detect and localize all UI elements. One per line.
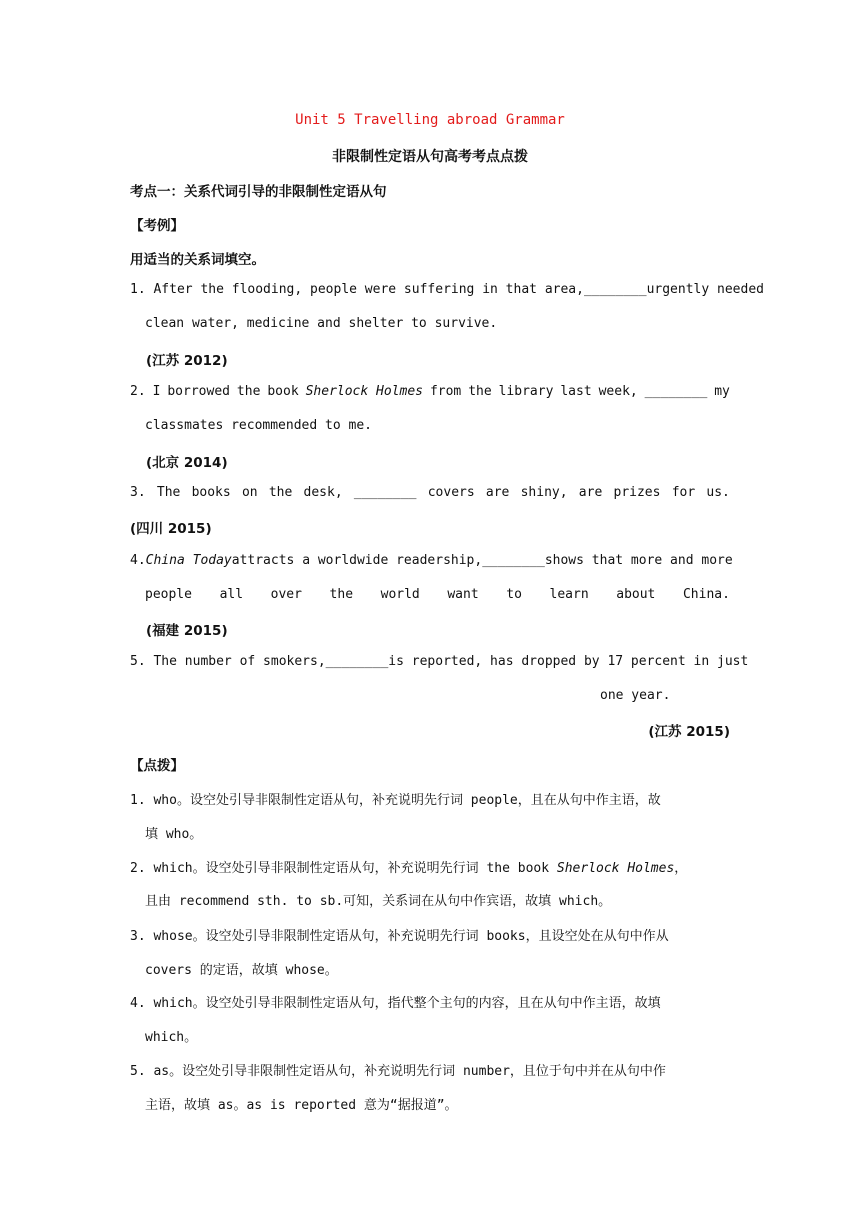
answer-5-line-2: 主语，故填 as。as is reported 意为“据报道”。 (145, 1098, 458, 1113)
q3-word: for (671, 485, 696, 500)
question-2-line-1 (130, 384, 730, 399)
q4-text-c: shows that more and more (544, 553, 733, 568)
question-4-source: (福建 2015) (146, 623, 228, 639)
q4-number: 4. (130, 553, 146, 568)
question-5-source: (江苏 2015) (648, 724, 730, 740)
q2-word: week, (598, 384, 638, 399)
question-4-line-2 (145, 587, 730, 602)
question-3-source: (四川 2015) (130, 521, 212, 537)
q4-word: all (219, 587, 244, 602)
answer-3-line-2: covers 的定语，故填 whose。 (145, 963, 338, 978)
question-1-line-1 (130, 282, 764, 297)
q4-word: learn (549, 587, 589, 602)
q4-word: people (145, 587, 192, 602)
q2-word: library (498, 384, 554, 399)
instruction-text: 用适当的关系词填空。 (130, 252, 265, 268)
q4-word: over (270, 587, 302, 602)
answer-2-text-a: 2. which。设空处引导非限制性定语从句，补充说明先行词 the book (130, 861, 557, 876)
question-1-line-2: clean water, medicine and shelter to survive. (145, 316, 498, 331)
answer-2-line-1 (130, 857, 730, 876)
q5-text-b: is reported, has dropped by 17 percent in just (388, 654, 749, 669)
q2-word: from (429, 384, 462, 399)
q2-word: my (714, 384, 730, 399)
question-2-source: (北京 2014) (146, 455, 228, 471)
question-2-line-2: classmates recommended to me. (145, 418, 372, 433)
question-4-line-1 (130, 553, 733, 568)
q2-blank: ________ (644, 384, 708, 399)
q5-blank: ________ (325, 654, 389, 669)
q4-blank: ________ (482, 553, 545, 568)
q3-word: are (578, 485, 603, 500)
q4-word: China. (682, 587, 730, 602)
answer-1-line-1: 1. who。设空处引导非限制性定语从句，补充说明先行词 people，且在从句中作主语，故 (130, 793, 661, 808)
answer-4-line-2: which。 (145, 1030, 198, 1045)
document-title: Unit 5 Travelling abroad Grammar (295, 112, 565, 128)
q2-word: the (236, 384, 261, 399)
answer-2-text-b: ， (674, 861, 688, 876)
q4-word: want (447, 587, 479, 602)
answer-4-line-1: 4. which。设空处引导非限制性定语从句，指代整个主句的内容，且在从句中作主语，故填 (130, 996, 661, 1011)
q5-text-a: 5. The number of smokers, (130, 654, 326, 669)
section-heading: 考点一：关系代词引导的非限制性定语从句 (130, 184, 387, 200)
q2-word: book (267, 384, 299, 399)
q4-word: the (329, 587, 354, 602)
answer-2-line-2: 且由 recommend sth. to sb.可知，关系词在从句中作宾语，故填 which。 (145, 894, 612, 909)
q3-word: are (485, 485, 510, 500)
answer-1-line-2: 填 who。 (145, 827, 203, 842)
question-1-source: (江苏 2012) (146, 353, 228, 369)
q3-word: books (191, 485, 231, 500)
q4-word: world (380, 587, 420, 602)
q2-word: last (560, 384, 592, 399)
q1-text-b: urgently needed (646, 282, 764, 297)
example-heading: 【考例】 (130, 218, 184, 234)
q4-magazine-title: China Today (145, 553, 232, 568)
q3-word: prizes (613, 485, 661, 500)
q3-word: the (268, 485, 293, 500)
q3-word: shiny, (520, 485, 568, 500)
question-3-line-1 (130, 485, 730, 500)
q3-word: covers (427, 485, 475, 500)
q3-word: us. (706, 485, 730, 500)
answer-5-line-1: 5. as。设空处引导非限制性定语从句，补充说明先行词 number，且位于句中并在从句中作 (130, 1064, 666, 1079)
explanation-heading: 【点拨】 (130, 758, 184, 774)
q4-text-b: attracts a worldwide readership, (231, 553, 483, 568)
q1-blank: ________ (583, 282, 647, 297)
q3-word: The (156, 485, 181, 500)
document-subtitle: 非限制性定语从句高考考点点拨 (332, 149, 528, 165)
question-5-line-1 (130, 654, 749, 669)
question-5-line-2: one year. (600, 688, 671, 703)
q4-word: about (616, 587, 656, 602)
q3-blank: ________ (353, 485, 417, 500)
answer-2-book-title: Sherlock Holmes (556, 861, 675, 876)
q2-word: the (468, 384, 492, 399)
q3-word: 3. (130, 485, 146, 500)
q2-word: borrowed (167, 384, 230, 399)
q2-word: I (152, 384, 161, 399)
q3-word: desk, (303, 485, 343, 500)
q2-word: 2. (130, 384, 146, 399)
q2-book-title: Sherlock Holmes (305, 384, 423, 399)
answer-3-line-1: 3. whose。设空处引导非限制性定语从句，补充说明先行词 books，且设空处在从句中作从 (130, 929, 669, 944)
q1-text-a: 1. After the flooding, people were suffering in that area, (130, 282, 584, 297)
q3-word: on (241, 485, 258, 500)
q4-word: to (506, 587, 522, 602)
